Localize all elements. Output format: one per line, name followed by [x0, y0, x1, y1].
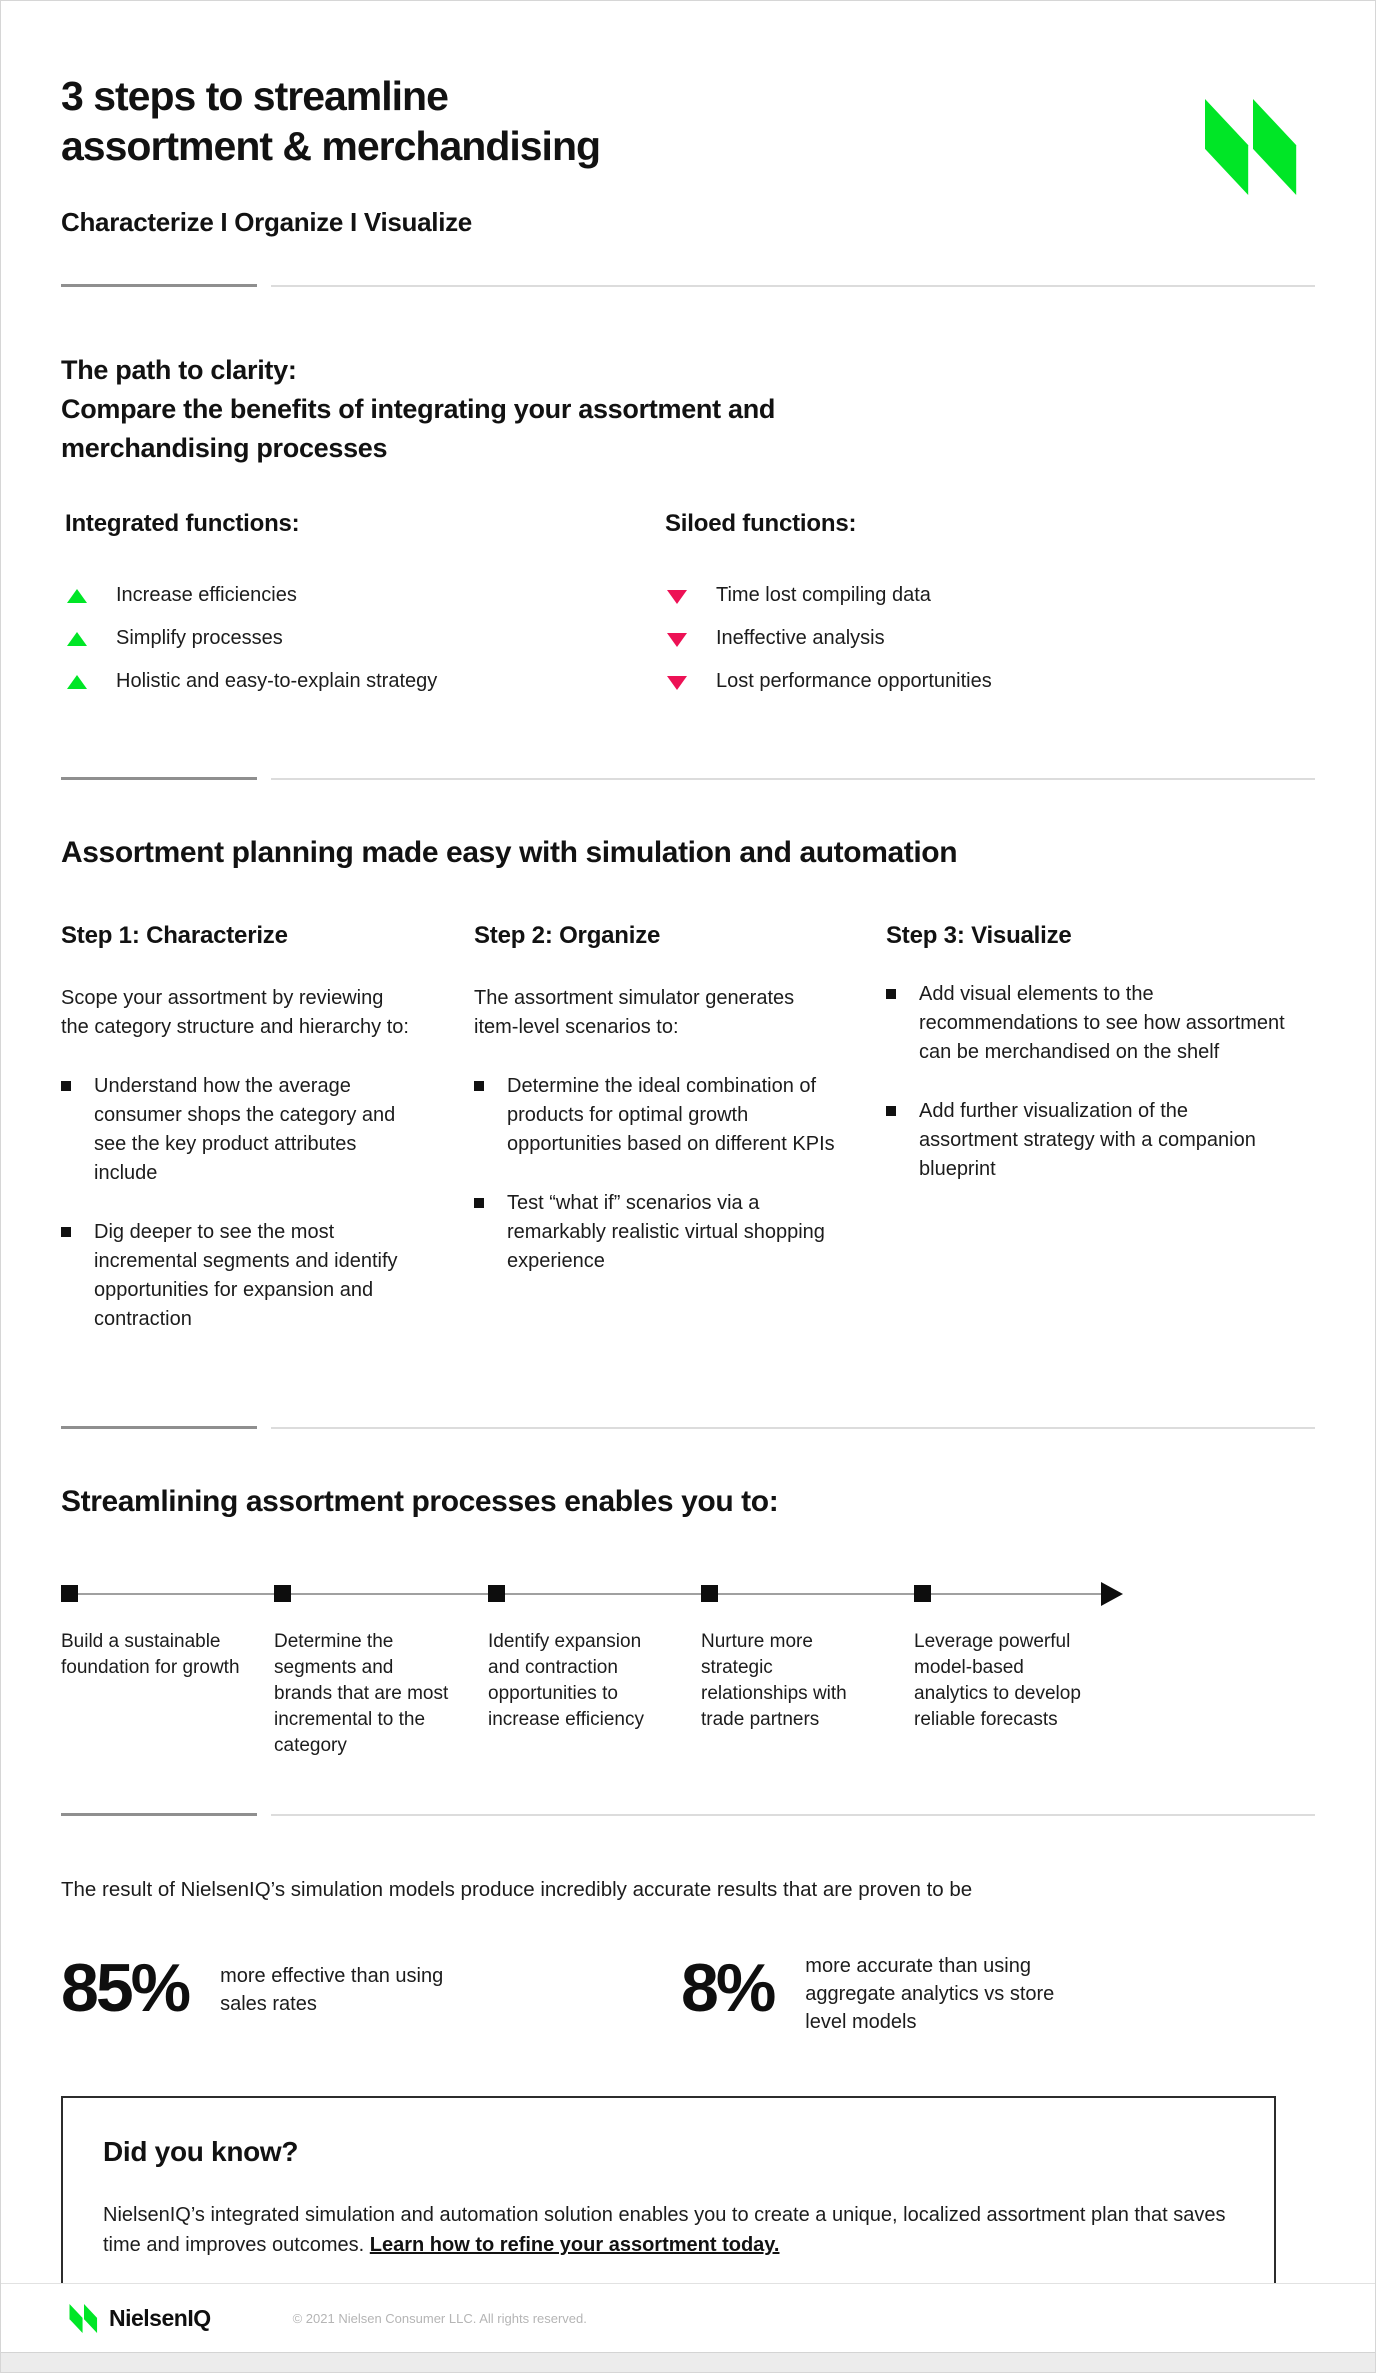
page-title-line2: assortment & merchandising — [61, 123, 601, 169]
milestone-marker-icon — [701, 1585, 718, 1602]
list-item-label: Time lost compiling data — [716, 584, 931, 606]
milestone-label: Identify expansion and contraction opportunities to increase efficiency — [488, 1631, 644, 1730]
niq-logo-icon — [69, 2304, 99, 2333]
square-bullet-icon — [474, 1081, 484, 1091]
step-2-bullets — [474, 1072, 836, 1276]
section-divider — [61, 284, 1315, 287]
list-item — [65, 668, 661, 695]
arrow-right-icon — [1101, 1582, 1123, 1606]
step-3-title: Step 3: Visualize — [886, 922, 1072, 949]
timeline-line — [63, 1593, 1105, 1595]
bullet-text: Understand how the average consumer shops the category and see the key product attributes include — [94, 1075, 396, 1184]
triangle-down-icon — [667, 633, 687, 647]
clarity-heading-line3: merchandising processes — [61, 433, 388, 463]
section-divider — [61, 1426, 1315, 1429]
step-3-bullets — [886, 980, 1286, 1184]
step-3-column — [886, 922, 1286, 1364]
milestone-marker-icon — [488, 1585, 505, 1602]
stat-value: 85% — [61, 1950, 189, 2026]
stat-value: 8% — [681, 1950, 774, 2026]
bullet-text: Determine the ideal combination of products for optimal growth opportunities based on different KPIs — [507, 1075, 835, 1155]
niq-logo-icon — [1203, 99, 1303, 195]
triangle-up-icon — [67, 675, 87, 689]
clarity-heading-line2: Compare the benefits of integrating your assortment and — [61, 394, 776, 424]
triangle-up-icon — [67, 632, 87, 646]
list-item-label: Lost performance opportunities — [716, 670, 992, 692]
step-1-title: Step 1: Characterize — [61, 922, 288, 949]
stat-caption: more effective than using sales rates — [220, 1965, 444, 2015]
stat-85 — [61, 1952, 681, 2024]
bullet-text: Dig deeper to see the most incremental segments and identify opportunities for expansion and contraction — [94, 1221, 398, 1330]
step-2-column — [474, 922, 836, 1364]
steps-row — [61, 922, 1315, 1364]
milestone-marker-icon — [61, 1585, 78, 1602]
step-1-column — [61, 922, 411, 1364]
square-bullet-icon — [61, 1227, 71, 1237]
page-title-line1: 3 steps to streamline — [61, 73, 448, 119]
results-intro: The result of NielsenIQ’s simulation models produce incredibly accurate results that are proven to be — [61, 1878, 973, 1901]
refine-assortment-link[interactable]: Learn how to refine your assortment today. — [369, 2234, 780, 2256]
square-bullet-icon — [886, 989, 896, 999]
triangle-up-icon — [67, 589, 87, 603]
list-item — [665, 582, 1315, 609]
list-item-label: Ineffective analysis — [716, 627, 885, 649]
step-2-title: Step 2: Organize — [474, 922, 661, 949]
integrated-functions-list — [65, 582, 661, 695]
did-you-know-text: NielsenIQ’s integrated simulation and automation solution enables you to create a unique, localized assortment plan that saves time and improves outcomes. — [103, 2204, 1226, 2256]
page-title — [61, 71, 600, 171]
stat-8 — [681, 1952, 1070, 2036]
square-bullet-icon — [886, 1106, 896, 1116]
list-item — [665, 625, 1315, 652]
stats-row — [61, 1952, 1315, 2036]
title-block — [61, 71, 600, 238]
bullet-item — [474, 1072, 836, 1159]
square-bullet-icon — [474, 1198, 484, 1208]
bullet-text: Test “what if” scenarios via a remarkably realistic virtual shopping experience — [507, 1192, 825, 1272]
footer — [1, 2283, 1375, 2372]
bullet-text: Add visual elements to the recommendations to see how assortment can be merchandised on the shelf — [919, 983, 1285, 1063]
header — [61, 71, 1315, 238]
clarity-columns — [61, 510, 1315, 711]
footer-brand-wordmark: NielsenIQ — [109, 2304, 211, 2331]
footer-row — [1, 2283, 1375, 2352]
footer-strip — [1, 2352, 1375, 2372]
siloed-functions-list — [665, 582, 1315, 695]
triangle-down-icon — [667, 590, 687, 604]
page-subtitle: Characterize I Organize I Visualize — [61, 207, 472, 237]
triangle-down-icon — [667, 676, 687, 690]
milestone-timeline — [61, 1585, 1315, 1763]
list-item — [65, 582, 661, 609]
bullet-item — [61, 1072, 411, 1188]
section-divider — [61, 1813, 1315, 1816]
siloed-functions-title: Siloed functions: — [665, 510, 857, 537]
integrated-functions-title: Integrated functions: — [65, 510, 300, 537]
milestone-label: Nurture more strategic relationships with trade partners — [701, 1631, 847, 1730]
step-1-intro: Scope your assortment by reviewing the category structure and hierarchy to: — [61, 987, 409, 1038]
clarity-heading — [61, 351, 1315, 468]
did-you-know-heading: Did you know? — [103, 2136, 299, 2167]
section-divider — [61, 777, 1315, 780]
square-bullet-icon — [61, 1081, 71, 1091]
step-1-bullets — [61, 1072, 411, 1334]
integrated-functions-column — [61, 510, 661, 711]
list-item-label: Simplify processes — [116, 627, 283, 649]
bullet-item — [61, 1218, 411, 1334]
streamlining-heading: Streamlining assortment processes enables you to: — [61, 1485, 779, 1518]
milestone-marker-icon — [274, 1585, 291, 1602]
siloed-functions-column — [661, 510, 1315, 711]
clarity-heading-line1: The path to clarity: — [61, 355, 297, 385]
list-item-label: Increase efficiencies — [116, 584, 297, 606]
bullet-text: Add further visualization of the assortment strategy with a companion blueprint — [919, 1100, 1256, 1180]
list-item-label: Holistic and easy-to-explain strategy — [116, 670, 438, 692]
bullet-item — [886, 980, 1286, 1067]
bullet-item — [474, 1189, 836, 1276]
list-item — [65, 625, 661, 652]
did-you-know-body — [103, 2200, 1233, 2260]
did-you-know-box — [61, 2096, 1276, 2306]
milestone-label: Build a sustainable foundation for growth — [61, 1631, 240, 1678]
step-2-intro: The assortment simulator generates item-level scenarios to: — [474, 987, 795, 1038]
milestone-marker-icon — [914, 1585, 931, 1602]
planning-heading: Assortment planning made easy with simulation and automation — [61, 836, 958, 869]
footer-copyright: © 2021 Nielsen Consumer LLC. All rights reserved. — [292, 2310, 587, 2326]
stat-caption: more accurate than using aggregate analytics vs store level models — [805, 1955, 1055, 2033]
bullet-item — [886, 1097, 1286, 1184]
list-item — [665, 668, 1315, 695]
milestone-label: Determine the segments and brands that are most incremental to the category — [274, 1631, 449, 1756]
milestone-label: Leverage powerful model-based analytics to develop reliable forecasts — [914, 1631, 1081, 1730]
